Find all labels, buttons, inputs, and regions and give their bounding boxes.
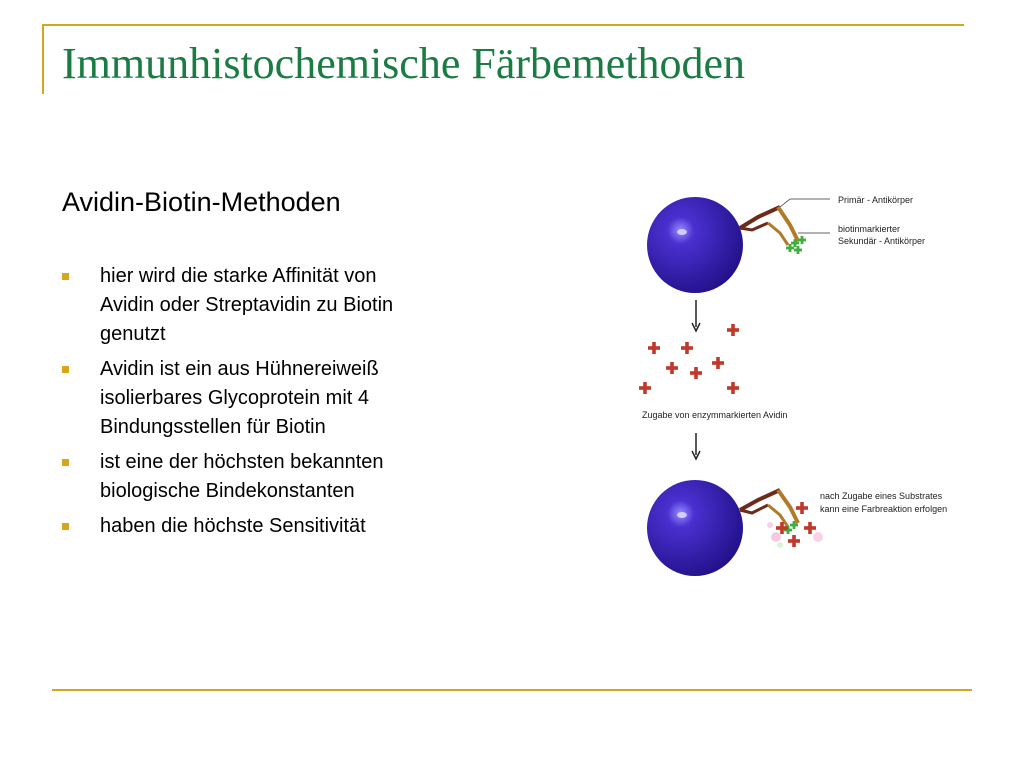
label-primary-antibody: Primär - Antikörper [838,195,914,205]
bullet-list [62,262,462,547]
avidin-enzyme-group [639,324,739,394]
bullet-marker [62,459,69,466]
bullet-marker [62,273,69,280]
primary-antibody-top [740,207,780,228]
avidin-biotin-diagram [630,185,980,585]
label-secondary-line2: Sekundär - Antikörper [838,236,926,246]
label-avidin-addition: Zugabe von enzymmarkierten Avidin [642,410,788,420]
frame-left-line [42,24,44,94]
slide-subtitle: Avidin-Biotin-Methoden [62,187,341,217]
diagram-graphic [630,185,980,585]
antigen-sphere-top [647,197,743,293]
slide-title: Immunhistochemische Färbemethoden [62,39,746,88]
label-secondary-line1: biotinmarkierter [838,224,901,234]
antigen-sphere-bottom [647,480,743,576]
bullet-marker [62,366,69,373]
bullet-item: haben die höchste Sensitivität [62,512,462,541]
bullet-item: ist eine der höchsten bekannten biologische Bindekonstanten [62,448,462,506]
frame-bottom-line [52,689,972,691]
bullet-marker [62,523,69,530]
bullet-item: hier wird die starke Affinität von Avidin oder Streptavidin zu Biotin genutzt [62,262,462,349]
frame-top-line [42,24,964,26]
bullet-item: Avidin ist ein aus Hühnereiweiß isolierbares Glycoprotein mit 4 Bindungsstellen für Biotin [62,355,462,442]
label-substrate-line2: kann eine Farbreaktion erfolgen [820,504,948,514]
label-substrate-line1: nach Zugabe eines Substrates [820,491,943,501]
